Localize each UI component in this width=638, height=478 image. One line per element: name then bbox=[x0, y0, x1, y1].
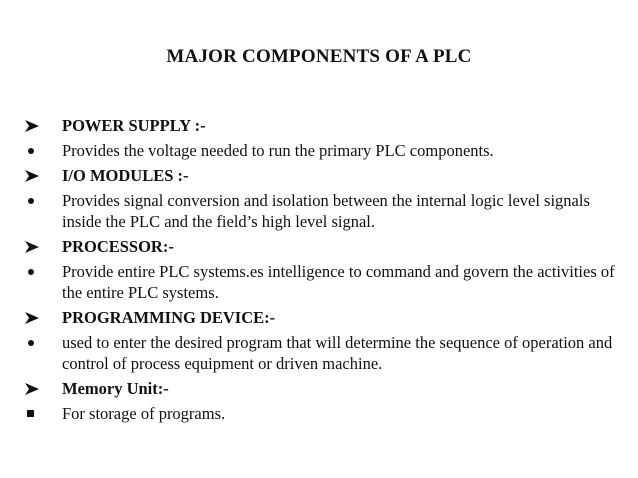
dot-bullet-icon bbox=[24, 261, 62, 282]
section-heading: Memory Unit:- bbox=[62, 379, 169, 398]
section-text: For storage of programs. bbox=[62, 404, 226, 423]
list-item bbox=[24, 190, 624, 232]
bullet-list bbox=[24, 115, 624, 428]
arrow-bullet-icon bbox=[24, 165, 62, 186]
section-heading: I/O MODULES :- bbox=[62, 166, 189, 185]
list-item bbox=[24, 378, 624, 399]
list-item bbox=[24, 140, 624, 161]
list-item bbox=[24, 403, 624, 424]
slide-title: MAJOR COMPONENTS OF A PLC bbox=[166, 46, 472, 67]
section-text: Provides signal conversion and isolation between the internal logic level signals inside the PLC and the field’s high level signal. bbox=[62, 191, 590, 231]
arrow-bullet-icon bbox=[24, 378, 62, 399]
list-item bbox=[24, 261, 624, 303]
dot-bullet-icon bbox=[24, 190, 62, 211]
list-item bbox=[24, 236, 624, 257]
list-item bbox=[24, 332, 624, 374]
list-item bbox=[24, 307, 624, 328]
dot-bullet-icon bbox=[24, 140, 62, 161]
dot-bullet-icon bbox=[24, 332, 62, 353]
arrow-bullet-icon bbox=[24, 307, 62, 328]
section-text: used to enter the desired program that will determine the sequence of operation and control of process equipment or driven machine. bbox=[62, 333, 613, 373]
section-heading: PROCESSOR:- bbox=[62, 237, 174, 256]
list-item bbox=[24, 165, 624, 186]
section-heading: PROGRAMMING DEVICE:- bbox=[62, 308, 276, 327]
list-item bbox=[24, 115, 624, 136]
arrow-bullet-icon bbox=[24, 236, 62, 257]
section-text: Provide entire PLC systems.es intelligence to command and govern the activities of the entire PLC systems. bbox=[62, 262, 615, 302]
square-bullet-icon bbox=[24, 403, 62, 424]
arrow-bullet-icon bbox=[24, 115, 62, 136]
section-heading: POWER SUPPLY :- bbox=[62, 116, 206, 135]
section-text: Provides the voltage needed to run the primary PLC components. bbox=[62, 141, 494, 160]
